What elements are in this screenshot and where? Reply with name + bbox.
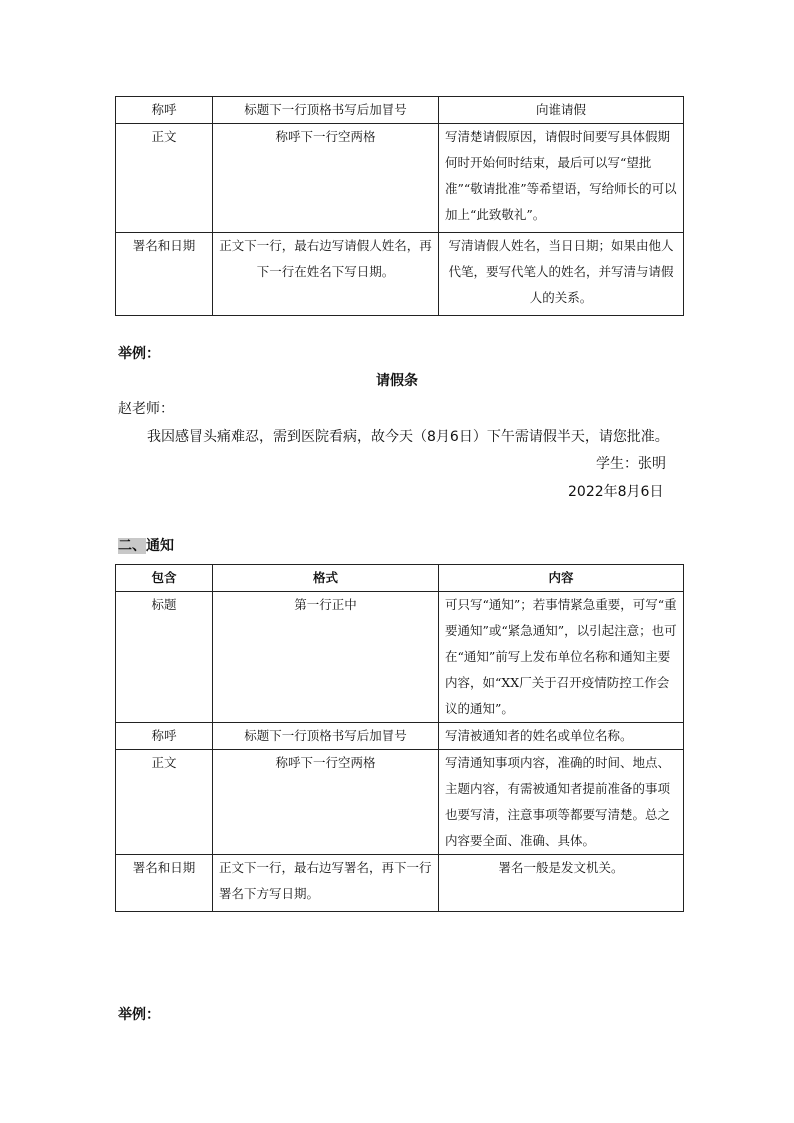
table-cell: 标题 — [116, 592, 213, 723]
table-cell: 可只写“通知”；若事情紧急重要，可写“重要通知”或“紧急通知”，以引起注意；也可在“通知”前写上发布单位名称和通知主要内容，如“XX厂关于召开疫情防控工作会议的通知”。 — [439, 592, 684, 723]
table-cell: 称呼下一行空两格 — [213, 750, 439, 855]
table-cell: 正文 — [116, 750, 213, 855]
table-cell: 正文下一行，最右边写署名，再下一行署名下方写日期。 — [213, 855, 439, 912]
table-row — [116, 723, 684, 750]
leave-note-signature: 学生：张明 — [596, 456, 666, 472]
table-cell: 署名一般是发文机关。 — [439, 855, 684, 912]
table-row — [116, 855, 684, 912]
table-row — [116, 592, 684, 723]
table-cell: 写清请假人姓名，当日日期；如果由他人代笔，要写代笔人的姓名，并写清与请假人的关系。 — [439, 233, 684, 316]
notice-format-table — [115, 564, 684, 912]
section-number: 二、 — [118, 538, 146, 554]
example-label: 举例： — [118, 1007, 160, 1023]
table-header-row — [116, 565, 684, 592]
table-header-cell: 内容 — [439, 565, 684, 592]
leave-note-title: 请假条 — [376, 373, 418, 389]
table-header-cell: 包含 — [116, 565, 213, 592]
table-row — [116, 750, 684, 855]
table-cell: 称呼 — [116, 723, 213, 750]
section-heading — [118, 535, 174, 555]
leave-note-greeting: 赵老师： — [118, 401, 174, 417]
table-cell: 正文下一行，最右边写请假人姓名，再下一行在姓名下写日期。 — [213, 233, 439, 316]
table-row — [116, 124, 684, 233]
table-row — [116, 97, 684, 124]
table-cell: 署名和日期 — [116, 233, 213, 316]
table-cell: 署名和日期 — [116, 855, 213, 912]
table-cell: 标题下一行顶格书写后加冒号 — [213, 97, 439, 124]
table-row — [116, 233, 684, 316]
table-cell: 向谁请假 — [439, 97, 684, 124]
leave-note-date: 2022年8月6日 — [568, 484, 664, 500]
table-cell: 写清通知事项内容，准确的时间、地点、主题内容，有需被通知者提前准备的事项也要写清，注意事项等都要写清楚。总之内容要全面、准确、具体。 — [439, 750, 684, 855]
example-label: 举例： — [118, 346, 160, 362]
section-title: 通知 — [146, 538, 174, 554]
table-cell: 标题下一行顶格书写后加冒号 — [213, 723, 439, 750]
table-cell: 称呼 — [116, 97, 213, 124]
table-cell: 写清楚请假原因，请假时间要写具体假期何时开始何时结束，最后可以写“望批准”“敬请批准”等希望语，写给师长的可以加上“此致敬礼”。 — [439, 124, 684, 233]
table-header-cell: 格式 — [213, 565, 439, 592]
leave-note-format-table — [115, 96, 684, 316]
leave-note-body: 我因感冒头痛难忍，需到医院看病，故今天（8月6日）下午需请假半天，请您批准。 — [147, 429, 669, 445]
table-cell: 称呼下一行空两格 — [213, 124, 439, 233]
table-cell: 正文 — [116, 124, 213, 233]
table-cell: 第一行正中 — [213, 592, 439, 723]
table-cell: 写清被通知者的姓名或单位名称。 — [439, 723, 684, 750]
